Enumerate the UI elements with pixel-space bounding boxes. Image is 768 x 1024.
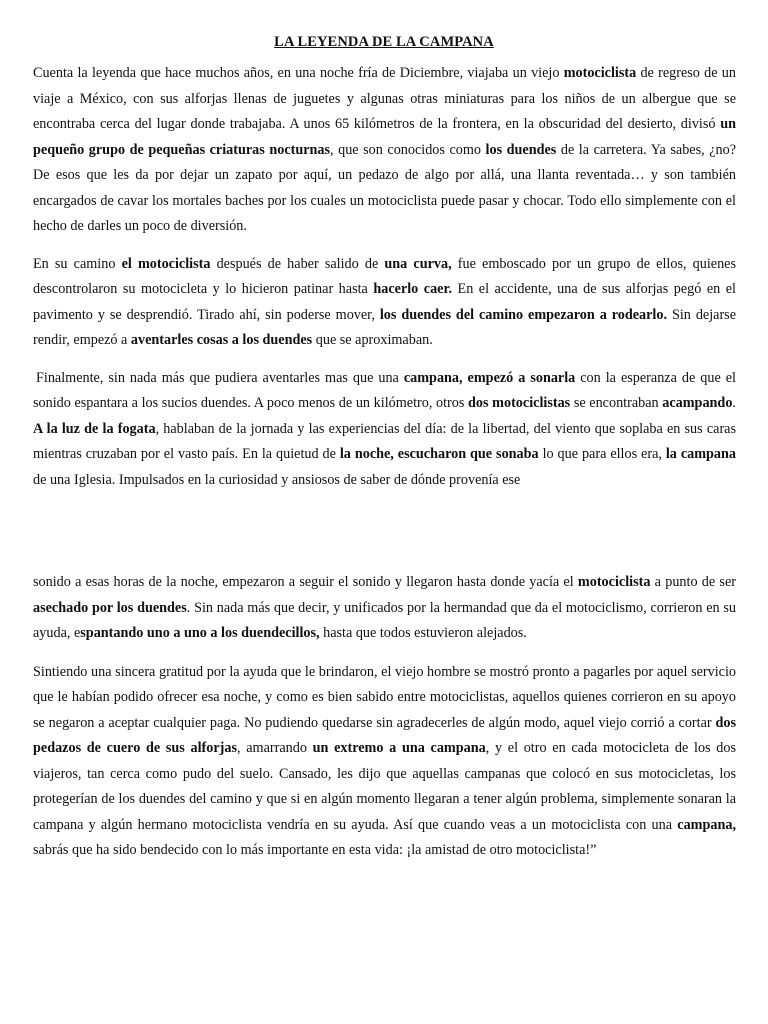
text-run: fue emboscado por un grupo de ellos, quienes descontrolaron su motocicleta y lo hicieron patinar hasta: [33, 255, 736, 297]
bold-text-run: un pequeño grupo de pequeñas criaturas nocturnas: [33, 116, 736, 158]
paragraph: [33, 366, 736, 494]
bold-text-run: acampando: [662, 395, 733, 411]
text-run: .: [732, 395, 736, 411]
text-run: que se aproximaban.: [312, 332, 433, 348]
text-run: , amarrando: [237, 740, 313, 756]
bold-text-run: dos pedazos de cuero de sus alforjas: [33, 714, 736, 756]
bold-text-run: la campana: [665, 446, 737, 462]
bold-text-run: motociclista: [563, 65, 637, 81]
bold-text-run: una curva,: [384, 255, 452, 272]
text-run: En el accidente, una de sus alforjas pegó en el pavimento y se desprendió. Tirado ahí, sin poderse mover,: [33, 281, 736, 323]
bold-text-run: aventarles cosas a los duendes: [130, 332, 313, 348]
text-run: se encontraban: [570, 395, 663, 411]
bold-text-run: un extremo a una campana: [312, 740, 486, 756]
text-run: Sintiendo una sincera gratitud por la ayuda que le brindaron, el viejo hombre se mostró pronto a pagarles por aquel servicio que le habían podido ofrecer esa noche, y como es bien sabido entre motociclistas, aquellos quienes corrieron en su apoyo se negaron a aceptar cualquier paga. No pudiendo quedarse sin agradecerles de algún modo, aquel viejo corrió a cortar: [33, 663, 736, 731]
bold-text-run: los duendes del camino empezaron a rodearlo.: [379, 306, 668, 323]
text-run: de regreso de un viaje a México, con sus alforjas llenas de juguetes y algunas otras miniaturas para los niños de un albergue que se encontraba cerca del lugar donde trabajaba. A unos 65 kilómetros de la frontera, en la obscuridad del desierto, divisó: [33, 65, 736, 132]
text-run: después de haber salido de: [210, 255, 385, 272]
text-run: con la esperanza de que el sonido espantara a los sucios duendes. A poco menos de un kilómetro, otros: [33, 369, 736, 411]
text-run: hasta que todos estuvieron alejados.: [319, 625, 527, 641]
document-title: LA LEYENDA DE LA CAMPANA: [274, 34, 494, 50]
text-run: . Sin nada más que decir, y unificados por la hermandad que da el motociclismo, corrieron en su ayuda, e: [33, 599, 737, 641]
bold-text-run: asechado por los duendes: [33, 599, 187, 616]
bold-text-run: la noche, escucharon que sonaba: [339, 446, 539, 462]
bold-text-run: dos motociclistas: [468, 395, 571, 411]
text-run: de una Iglesia. Impulsados en la curiosidad y ansiosos de saber de dónde provenía ese: [33, 471, 521, 488]
text-run: , que son conocidos como: [330, 141, 486, 158]
text-run: de la carretera. Ya sabes, ¿no? De esos que les da por dejar un zapato por aquí, un pedazo de algo por allá, una llanta reventada… y son también encargados de cavar los mortales baches por los cuales un motociclista puede pasar y chocar. Todo ello simplemente con el hecho de darles un poco de diversión.: [33, 141, 736, 234]
text-run: sabrás que ha sido bendecido con lo más importante en esta vida: ¡la amistad de otro motociclista!”: [33, 842, 597, 858]
bold-text-run: spantando uno a uno a los duendecillos,: [80, 625, 320, 641]
text-run: Sin dejarse rendir, empezó a: [33, 306, 736, 348]
bold-text-run: hacerlo caer.: [373, 281, 453, 297]
bold-text-run: motociclista: [577, 574, 651, 590]
document-body-bottom: [33, 570, 736, 864]
text-run: , y el otro en cada motocicleta de los dos viajeros, tan cerca como pudo del suelo. Cansado, les dijo que aquellas campanas que colocó en sus motocicletas, los protegerían de los duendes del camino y que si en algún momento llegaran a tener algún problema, simplemente sonaran la campana y algún hermano motociclista vendría en su ayuda. Así que cuando veas a un motociclista con una: [33, 740, 736, 833]
paragraph: [33, 570, 736, 647]
text-run: Cuenta la leyenda que hace muchos años, en una noche fría de Diciembre, viajaba un viejo: [33, 65, 564, 81]
document-body-top: [33, 61, 736, 493]
text-run: En su camino: [33, 255, 122, 272]
paragraph: [33, 61, 736, 240]
text-run: , hablaban de la jornada y las experiencias del día: de la libertad, del viento que soplaba en sus caras mientras cruzaban por el vasto país. En la quietud de: [33, 420, 736, 462]
paragraph: [33, 252, 736, 354]
text-run: a punto de ser: [650, 574, 736, 590]
bold-text-run: el motociclista: [121, 255, 211, 272]
text-run: lo que para ellos era,: [538, 446, 666, 462]
paragraph: [33, 660, 736, 864]
bold-text-run: campana,: [677, 816, 736, 833]
bold-text-run: los duendes: [485, 141, 557, 158]
text-run: Finalmente, sin nada más que pudiera aventarles mas que una: [36, 369, 404, 386]
text-run: sonido a esas horas de la noche, empezaron a seguir el sonido y llegaron hasta donde yacía el: [33, 574, 578, 590]
bold-text-run: campana, empezó a sonarla: [403, 369, 576, 386]
bold-text-run: A la luz de la fogata: [33, 420, 156, 437]
